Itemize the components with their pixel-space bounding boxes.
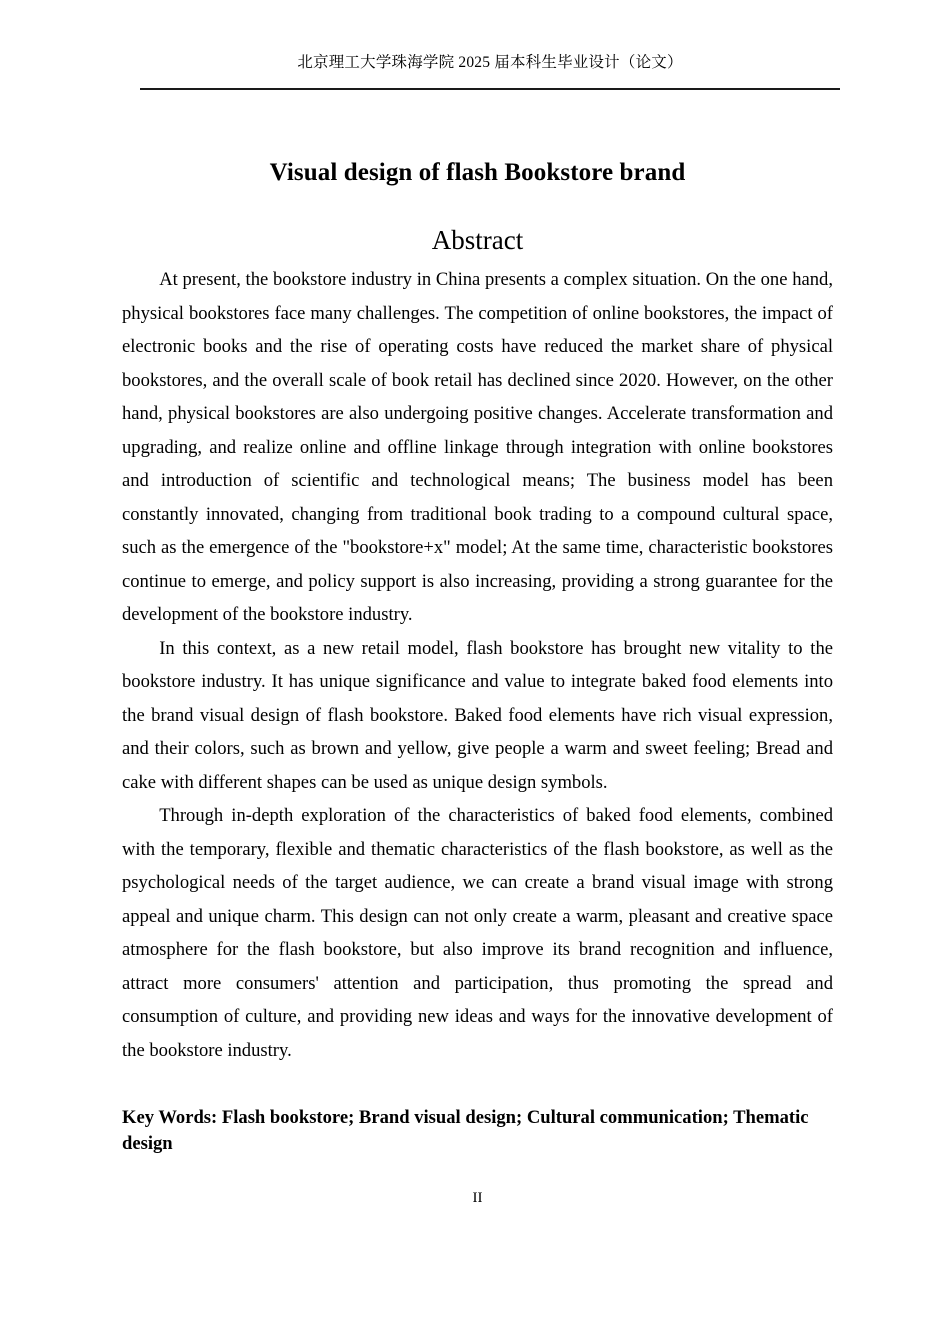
- abstract-paragraph-3: Through in-depth exploration of the characteristics of baked food elements, combined with the temporary, flexible and thematic characteristics of the flash bookstore, as well as the psychological needs of the target audience, we can create a brand visual image with strong appeal and unique charm. This design can not only create a warm, pleasant and creative space atmosphere for the flash bookstore, but also improve its brand recognition and influence, attract more consumers' attention and participation, thus promoting the spread and consumption of culture, and providing new ideas and ways for the innovative development of the bookstore industry.: [122, 805, 833, 1061]
- page-title: Visual design of flash Bookstore brand: [269, 158, 686, 186]
- abstract-paragraph-2: In this context, as a new retail model, flash bookstore has brought new vitality to the bookstore industry. It has unique significance and value to integrate baked food elements into the brand visual design of flash bookstore. Baked food elements have rich visual expression, and their colors, such as brown and yellow, give people a warm and sweet feeling; Bread and cake with different shapes can be used as unique design symbols.: [122, 637, 833, 793]
- header-divider-rule: [140, 88, 840, 90]
- keywords-line: [122, 1105, 833, 1157]
- keywords-label: Key Words:: [122, 1107, 218, 1128]
- running-header-text: 北京理工大学珠海学院 2025 届本科生毕业设计（论文）: [297, 54, 683, 71]
- abstract-body: [122, 263, 833, 1067]
- page-number: II: [472, 1190, 483, 1206]
- abstract-paragraph-1: At present, the bookstore industry in China presents a complex situation. On the one hand, physical bookstores face many challenges. The competition of online bookstores, the impact of electronic books and the rise of operating costs have reduced the market share of physical bookstores, and the overall scale of book retail has declined since 2020. However, on the other hand, physical bookstores are also undergoing positive changes. Accelerate transformation and upgrading, and realize online and offline linkage through integration with online bookstores and introduction of scientific and technological means; The business model has been constantly innovated, changing from traditional book trading to a compound cultural space, such as the emergence of the "bookstore+x" model; At the same time, characteristic bookstores continue to emerge, and policy support is also increasing, providing a strong guarantee for the development of the bookstore industry.: [122, 269, 833, 625]
- keywords-value: Flash bookstore; Brand visual design; Cultural communication; Thematic design: [122, 1107, 809, 1154]
- running-header: [140, 52, 840, 74]
- abstract-heading: Abstract: [431, 225, 524, 256]
